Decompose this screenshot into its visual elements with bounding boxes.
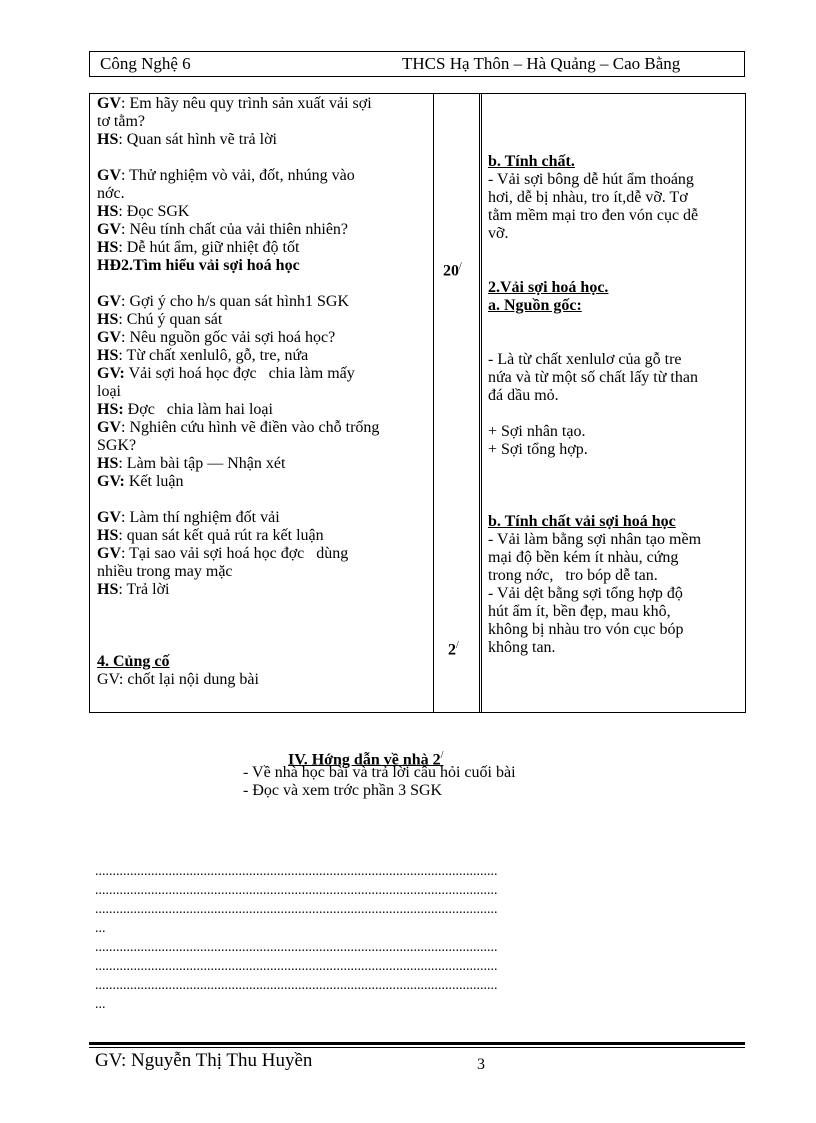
speaker-label: GV xyxy=(97,545,121,562)
subject-title: Công Nghệ 6 xyxy=(100,54,191,73)
speaker-label: GV: xyxy=(97,365,125,382)
speaker-label: GV xyxy=(97,419,121,436)
text-line: đá dầu mỏ. xyxy=(488,387,559,404)
dotted-line: ................................................................................................................... xyxy=(95,978,498,993)
activity-line xyxy=(97,95,429,113)
footer-divider xyxy=(89,1042,745,1045)
text-line: - Vải sợi bông dễ hút ẩm thoáng xyxy=(488,171,694,188)
dotted-line: ... xyxy=(95,997,106,1012)
dotted-line: ................................................................................................................... xyxy=(95,940,498,955)
activity-text: : Làm bài tập — Nhận xét xyxy=(118,455,286,472)
speaker-label: HS: xyxy=(97,401,124,418)
content-column xyxy=(488,153,740,657)
text-line: - Là từ chất xenlulơ của gỗ tre xyxy=(488,351,682,368)
activity-line xyxy=(97,293,429,311)
activity-line xyxy=(97,329,429,347)
speaker-label: HĐ2.Tìm hiểu vải sợi hoá học xyxy=(97,257,300,274)
speaker-label: GV xyxy=(97,221,121,238)
speaker-label: HS xyxy=(97,311,119,328)
homework-item: - Đọc và xem trớc phần 3 SGK xyxy=(243,782,443,799)
activity-text: : Nêu nguồn gốc vải sợi hoá học? xyxy=(121,329,336,346)
column-divider xyxy=(479,94,480,712)
column-divider xyxy=(481,94,482,712)
activity-text: : Chú ý quan sát xyxy=(118,311,223,328)
activity-line xyxy=(97,203,429,221)
section-b1-title: b. Tính chất. xyxy=(488,153,575,170)
text-line: nứa và từ một số chất lấy từ than xyxy=(488,369,698,386)
activity-text: : Từ chất xenlulô, gỗ, tre, nứa xyxy=(118,347,309,364)
activity-line xyxy=(97,167,429,185)
text-line: không tan. xyxy=(488,639,556,656)
activities-column xyxy=(97,95,429,689)
activity-line xyxy=(97,131,429,149)
activity-line xyxy=(97,527,429,545)
activity-text: Đợc chia làm hai loại xyxy=(123,401,273,418)
page-header xyxy=(89,51,745,77)
speaker-label: HS xyxy=(97,347,119,364)
section-2a-title: a. Nguồn gốc: xyxy=(488,297,582,314)
page-number: 3 xyxy=(477,1056,485,1073)
speaker-label: HS xyxy=(97,239,119,256)
activity-line xyxy=(97,239,429,257)
text-line: trong nớc, tro bóp dễ tan. xyxy=(488,567,658,584)
dotted-line: ................................................................................................................... xyxy=(95,883,498,898)
activity-text: : Dễ hút ẩm, giữ nhiệt độ tốt xyxy=(118,239,300,256)
activity-line xyxy=(97,419,429,437)
text-line: hút ẩm ít, bền đẹp, mau khô, xyxy=(488,603,671,620)
dotted-notes xyxy=(95,862,575,1014)
activity-line xyxy=(97,581,429,599)
speaker-label: HS xyxy=(97,455,119,472)
activity-text: tơ tằm? xyxy=(97,113,145,130)
speaker-label: GV xyxy=(97,293,121,310)
consolidation-title: 4. Củng cố xyxy=(97,653,170,670)
fiber-type: + Sợi tổng hợp. xyxy=(488,441,588,458)
speaker-label: GV xyxy=(97,329,121,346)
consolidation-text: GV: chốt lại nội dung bài xyxy=(97,671,259,688)
activity-line xyxy=(97,149,429,167)
dotted-line: ... xyxy=(95,921,106,936)
homework-title: IV. Hớng dẫn về nhà 2/ xyxy=(288,750,444,769)
lesson-table xyxy=(89,93,746,713)
speaker-label: HS xyxy=(97,203,119,220)
activity-text: : Gợi ý cho h/s quan sát hình1 SGK xyxy=(121,293,350,310)
activity-line xyxy=(97,455,429,473)
activity-line xyxy=(97,401,429,419)
activity-text: : quan sát kết quả rút ra kết luận xyxy=(118,527,324,544)
activity-line xyxy=(97,509,429,527)
dotted-line: ................................................................................................................... xyxy=(95,959,498,974)
footer-divider xyxy=(89,1047,745,1048)
section-2-title: 2.Vải sợi hoá học. xyxy=(488,279,609,296)
activity-line xyxy=(97,383,429,401)
activity-text: : Đọc SGK xyxy=(118,203,190,220)
school-name: THCS Hạ Thôn – Hà Quảng – Cao Bằng xyxy=(402,54,681,73)
text-line: tằm mềm mại tro đen vón cục dễ xyxy=(488,207,699,224)
activity-line xyxy=(97,437,429,455)
time-allocation-2: 2/ xyxy=(448,640,459,659)
activity-text: SGK? xyxy=(97,437,137,454)
activity-line xyxy=(97,221,429,239)
activity-text: : Nghiên cứu hình vẽ điền vào chỗ trống xyxy=(121,419,380,436)
activity-text: : Nêu tính chất của vải thiên nhiên? xyxy=(121,221,349,238)
text-line: - Vải làm bằng sợi nhân tạo mềm xyxy=(488,531,702,548)
speaker-label: GV xyxy=(97,509,121,526)
time-allocation-1: 20/ xyxy=(443,261,462,280)
text-line: vỡ. xyxy=(488,225,509,242)
speaker-label: GV xyxy=(97,167,121,184)
teacher-name: GV: Nguyễn Thị Thu Huyền xyxy=(95,1050,313,1071)
dotted-line: ................................................................................................................... xyxy=(95,864,498,879)
activity-text: nớc. xyxy=(97,185,125,202)
activity-line xyxy=(97,257,429,275)
text-line: - Vải dệt bằng sợi tổng hợp độ xyxy=(488,585,683,602)
speaker-label: GV: xyxy=(97,473,125,490)
text-line: không bị nhàu tro vón cục bóp xyxy=(488,621,684,638)
column-divider xyxy=(433,94,434,712)
speaker-label: HS xyxy=(97,131,119,148)
speaker-label: GV xyxy=(97,95,121,112)
activity-text: : Em hãy nêu quy trình sản xuất vải sợi xyxy=(121,95,372,112)
activity-line xyxy=(97,365,429,383)
text-line: hơi, dễ bị nhàu, tro ít,dễ vỡ. Tơ xyxy=(488,189,688,206)
activity-line xyxy=(97,347,429,365)
activity-text: Vải sợi hoá học đợc chia làm mấy xyxy=(124,365,355,382)
dotted-line: ................................................................................................................... xyxy=(95,902,498,917)
activity-line xyxy=(97,491,429,509)
activity-line xyxy=(97,185,429,203)
fiber-type: + Sợi nhân tạo. xyxy=(488,423,586,440)
activity-text: Kết luận xyxy=(124,473,184,490)
activity-line xyxy=(97,473,429,491)
speaker-label: HS xyxy=(97,527,119,544)
activity-line xyxy=(97,113,429,131)
activity-text: : Thử nghiệm vò vải, đốt, nhúng vào xyxy=(121,167,355,184)
activity-line xyxy=(97,275,429,293)
activity-line xyxy=(97,311,429,329)
activity-text: : Tại sao vải sợi hoá học đợc dùng xyxy=(121,545,349,562)
activity-text: : Làm thí nghiệm đốt vải xyxy=(121,509,280,526)
section-b2-title: b. Tính chất vải sợi hoá học xyxy=(488,513,676,530)
activity-line xyxy=(97,545,429,563)
activity-line xyxy=(97,563,429,581)
activity-text: : Quan sát hình vẽ trả lời xyxy=(118,131,277,148)
text-line: mại độ bền kém ít nhàu, cứng xyxy=(488,549,679,566)
activity-text: loại xyxy=(97,383,121,400)
activity-text: nhiều trong may mặc xyxy=(97,563,233,580)
activity-text: : Trả lời xyxy=(118,581,170,598)
speaker-label: HS xyxy=(97,581,119,598)
homework-item: - Về nhà học bài và trả lời câu hỏi cuối bài xyxy=(243,764,516,781)
